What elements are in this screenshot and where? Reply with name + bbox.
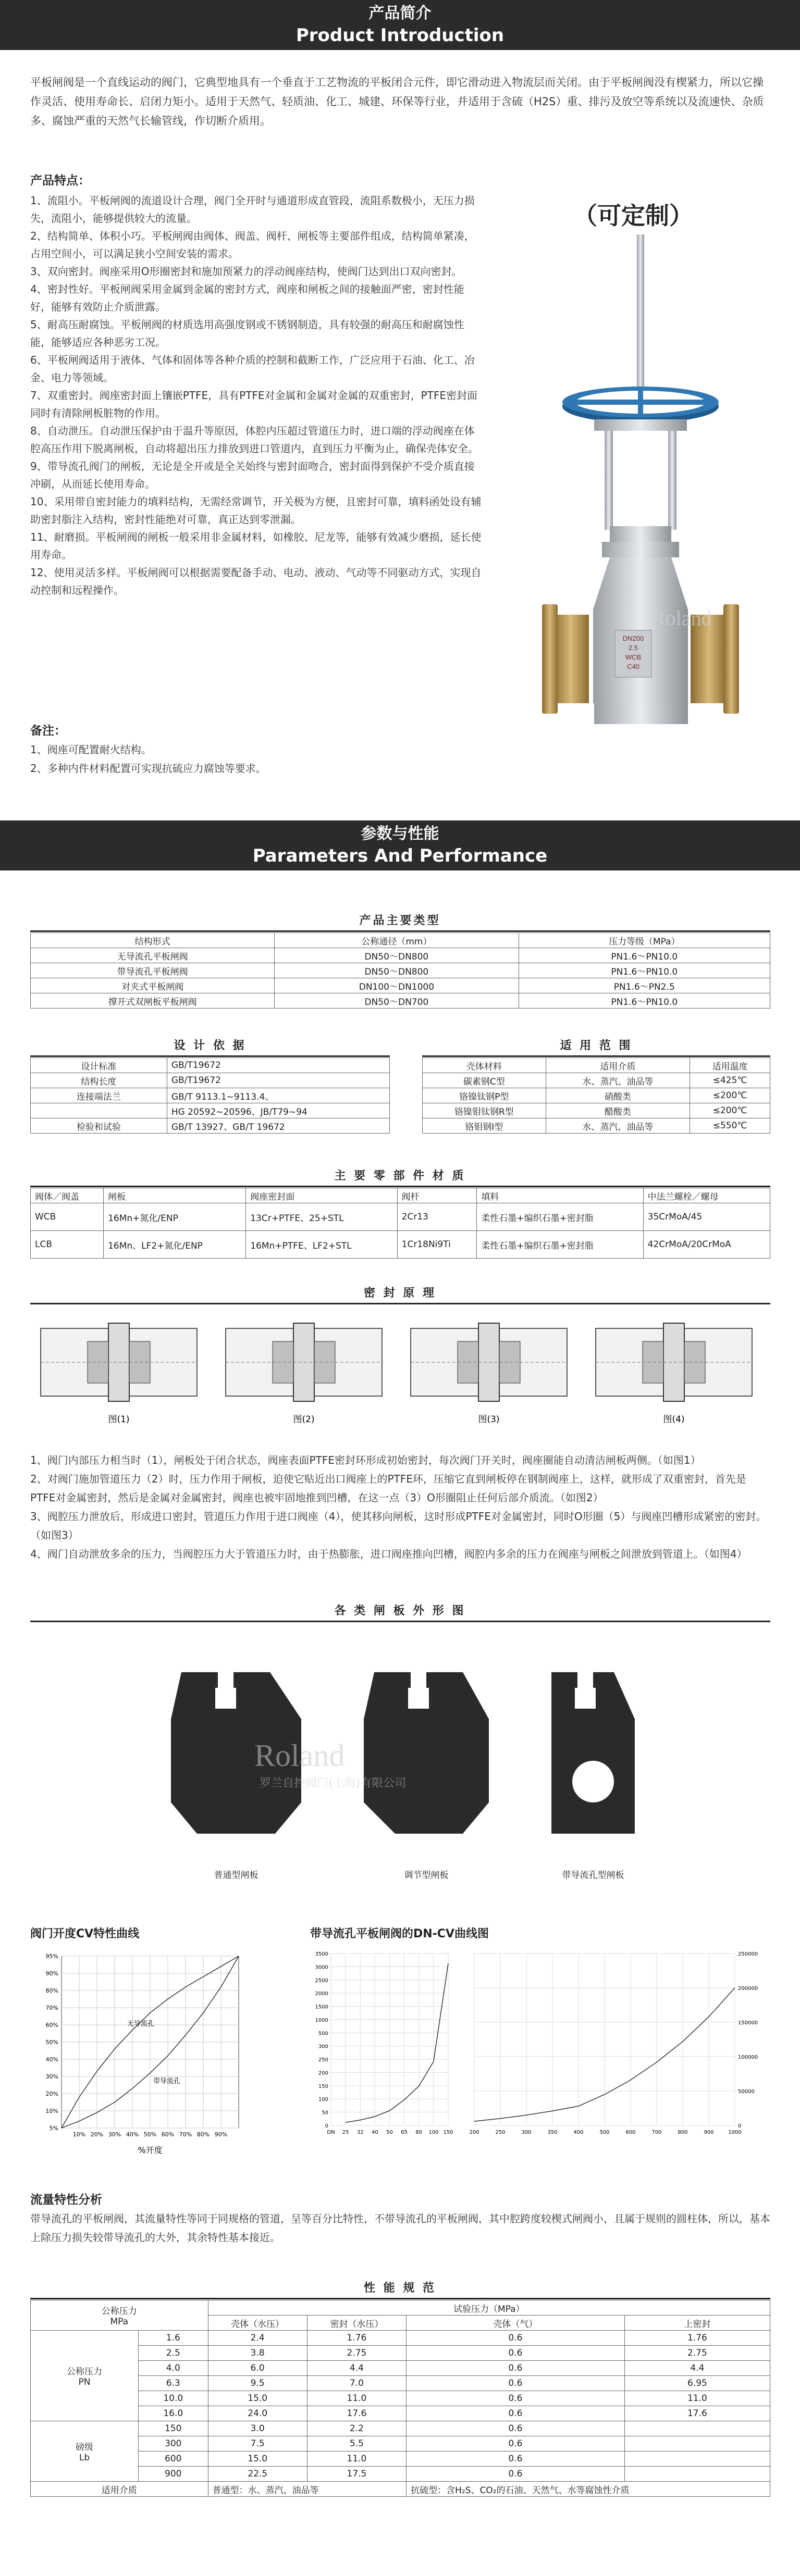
types-cell: 无导流孔平板闸阀 (31, 948, 275, 963)
design-label (31, 1103, 167, 1118)
parts-header: 中法兰螺栓／螺母 (643, 1188, 770, 1203)
cv-y-tick: 50% (45, 2039, 58, 2046)
range-header: 适用温度 (690, 1058, 770, 1073)
perf-row (31, 2331, 770, 2346)
types-row (31, 948, 770, 963)
perf-title: 性 能 规 范 (364, 2282, 436, 2295)
intro-title-en: Product Introduction (296, 25, 504, 46)
dncv-x-tick: 80 (415, 2130, 423, 2135)
dncv-y-tick: 1000 (315, 2017, 328, 2023)
feature-item: 11、耐磨损。平板闸阀的闸板一般采用非金属材料，如橡胶、尼龙等，能够有效减少磨损，延长使用寿命。 (30, 531, 482, 561)
gate-regulating (364, 1672, 489, 1860)
design-row (31, 1088, 390, 1103)
types-cell: DN50～DN800 (275, 948, 519, 963)
intro-header-band (0, 0, 800, 50)
dncv-x-tick: 900 (704, 2130, 714, 2135)
types-cell: 对夹式平板闸阀 (31, 978, 275, 993)
seal-figure (226, 1323, 382, 1425)
feature-item: 8、自动泄压。自动泄压保护由于温升等原因，体腔内压超过管道压力时，进口端的浮动阀座在体腔高压作用下脱离闸板，自动将超出压力排放到进口管道内，直到压力平衡为止，确保壳体安全。 (30, 425, 478, 455)
dncv-y-tick: 250 (318, 2057, 328, 2063)
watermark-logo: Roland (651, 606, 712, 630)
dncv-y-tick: 50000 (738, 2089, 755, 2095)
dncv-y-tick: 0 (738, 2123, 742, 2129)
design-table (30, 1057, 390, 1134)
perf-cell: 0.6 (407, 2451, 625, 2467)
feature-item: 5、耐高压耐腐蚀。平板闸阀的材质选用高强度钢或不锈钢制造，具有较强的耐高压和耐腐蚀性能，能够适应各种恶劣工况。 (30, 318, 464, 349)
perf-lb-group (31, 2421, 139, 2482)
perf-nominal-unit: MPa (110, 2317, 129, 2327)
perf-cell: 9.5 (208, 2376, 307, 2391)
perf-cell: 6.95 (624, 2376, 770, 2391)
perf-cell: 0.6 (407, 2436, 625, 2451)
cv-x-tick: 10% (72, 2131, 86, 2138)
perf-cell: 600 (138, 2451, 208, 2467)
perf-cell: 17.5 (307, 2467, 406, 2482)
cv-x-tick: 50% (143, 2131, 157, 2138)
range-cell: 水、蒸汽、油品等 (546, 1118, 690, 1134)
perf-cell: 0.6 (407, 2406, 625, 2421)
cv-y-tick: 40% (45, 2056, 58, 2063)
cv-x-tick: 60% (161, 2131, 175, 2138)
perf-cell: 6.3 (138, 2376, 208, 2391)
cv-x-label: %开度 (138, 2145, 163, 2155)
design-value: GB/T19672 (167, 1058, 389, 1073)
dncv-y-tick: 200 (318, 2070, 328, 2076)
parts-title: 主 要 零 部 件 材 质 (334, 1169, 466, 1183)
dncv-x-tick: 150 (443, 2130, 453, 2135)
types-header: 公称通径（mm） (275, 933, 519, 948)
perf-lb-unit: Lb (79, 2453, 90, 2463)
perf-cell: 4.4 (624, 2361, 770, 2376)
perf-sub-header: 密封（水压） (307, 2316, 406, 2331)
range-table (422, 1057, 770, 1134)
types-cell: 带导流孔平板闸阀 (31, 963, 275, 978)
dncv-y-tick: 200000 (738, 1986, 758, 1992)
dncv-x-tick: 300 (521, 2130, 532, 2135)
cv-y-tick: 10% (45, 2108, 58, 2114)
perf-row (31, 2451, 770, 2467)
dncv-y-tick: 3000 (315, 1964, 328, 1971)
gate-valve-illustration (532, 234, 750, 766)
dncv-x-tick: 65 (401, 2130, 408, 2135)
perf-cell: 0.6 (407, 2421, 625, 2436)
dncv-y-tick: 300 (318, 2044, 328, 2050)
design-label: 设计标准 (31, 1058, 167, 1073)
perf-medium-label: 适用介质 (31, 2482, 208, 2497)
parts-top-rule (30, 1186, 770, 1187)
perf-cell: 2.75 (307, 2346, 406, 2361)
perf-cell: 24.0 (208, 2406, 307, 2421)
perf-cell: 0.6 (407, 2361, 625, 2376)
parts-cell: 16Mn、LF2+氮化/ENP (104, 1231, 246, 1259)
range-title: 适 用 范 围 (560, 1039, 633, 1052)
range-header: 壳体材料 (423, 1058, 546, 1073)
gate-caption: 普通型闸板 (214, 1870, 259, 1881)
design-value: GB/T 9113.1~9113.4、 (167, 1088, 389, 1103)
range-row (423, 1073, 770, 1088)
body-mark-code: C40 (627, 663, 639, 670)
perf-medium-sulfur: 抗硫型：含H₂S、CO₂的石油、天然气、水等腐蚀性介质 (407, 2482, 770, 2497)
perf-cell: 5.5 (307, 2436, 406, 2451)
params-title-cn: 参数与性能 (361, 825, 439, 843)
gate-shapes (30, 1631, 770, 1860)
perf-cell: 10.0 (138, 2391, 208, 2406)
feature-item: 3、双向密封。阀座采用O形圈密封和施加预紧力的浮动阀座结构，使阀门达到出口双向密封。 (30, 265, 462, 278)
range-cell: 水、蒸汽、油品等 (546, 1073, 690, 1088)
design-row (31, 1118, 390, 1134)
dncv-x-tick: 350 (547, 2130, 558, 2135)
perf-pn-group (31, 2331, 139, 2421)
design-title: 设 计 依 据 (174, 1039, 247, 1052)
design-top-rule (30, 1055, 390, 1057)
perf-cell: 0.6 (407, 2376, 625, 2391)
seal-note: 2、对阀门施加管道压力（2）时，压力作用于闸板，迫使它贴近出口阀座上的PTFE环，压缩它直到闸板停在钢制阀座上，这样，就形成了双重密封，首先是PTFE对金属密封，然后是金属对金属密封，阀座也被牢固地推到凹槽，在这一点（3）O形圈阻止任何后部介质流。（如图2） (30, 1473, 746, 1504)
dncv-x-tick: 25 (342, 2130, 349, 2135)
perf-cell: 1.76 (307, 2331, 406, 2346)
cv-y-tick: 5% (49, 2125, 58, 2132)
body-mark-pn: 2.5 (628, 644, 638, 652)
parts-header: 闸板 (104, 1188, 246, 1203)
perf-cell: 150 (138, 2421, 208, 2436)
feature-item: 12、使用灵活多样。平板闸阀可以根据需要配备手动、电动、液动、气动等不同驱动方式，实现自动控制和远程操作。 (30, 566, 482, 596)
perf-cell: 15.0 (208, 2391, 307, 2406)
parts-cell: 16Mn+PTFE、LF2+STL (246, 1231, 397, 1259)
design-value: GB/T19672 (167, 1073, 389, 1088)
feature-item: 7、双重密封。阀座密封面上镶嵌PTFE，具有PTFE对金属和金属对金属的双重密封，PTFE密封面同时有清除闸板脏物的作用。 (30, 389, 477, 419)
dncv-x-tick: 250 (495, 2130, 506, 2135)
range-cell: 铬钼钢I型 (423, 1118, 546, 1134)
features-list (30, 192, 484, 599)
design-row (31, 1058, 390, 1073)
seal-diagrams (30, 1313, 770, 1438)
feature-item: 2、结构简单、体积小巧。平板闸阀由阀体、阀盖、阀杆、闸板等主要部件组成，结构简单紧凑，占用空间小，可以满足狭小空间安装的需求。 (30, 230, 475, 260)
remark-item: 1、阀座可配置耐火结构。 (30, 743, 152, 756)
cv-x-tick: 40% (126, 2131, 139, 2138)
seal-title: 密 封 原 理 (364, 1287, 436, 1300)
perf-cell: 0.6 (407, 2331, 625, 2346)
range-row (423, 1103, 770, 1118)
custom-label: （可定制） (573, 202, 693, 230)
range-cell: ≤550℃ (690, 1118, 770, 1134)
perf-cell: 4.4 (307, 2361, 406, 2376)
types-header: 结构形式 (31, 933, 275, 948)
cv-x-tick: 90% (214, 2131, 228, 2138)
perf-cell (624, 2467, 770, 2482)
dncv-y-tick: 3500 (315, 1951, 328, 1957)
perf-top-rule (30, 2298, 770, 2299)
types-cell: DN50～DN800 (275, 963, 519, 978)
remarks-title: 备注： (30, 724, 66, 738)
dncv-x-tick: 40 (372, 2130, 378, 2135)
perf-cell: 900 (138, 2467, 208, 2482)
perf-sub-header: 上密封 (624, 2316, 770, 2331)
cv-y-tick: 95% (45, 1953, 58, 1960)
types-cell: 撑开式双闸板平板闸阀 (31, 993, 275, 1009)
cv-y-tick: 20% (45, 2090, 58, 2097)
perf-cell: 0.6 (407, 2346, 625, 2361)
params-header-band (0, 820, 800, 870)
perf-row (31, 2467, 770, 2482)
dncv-x-tick: 600 (625, 2130, 636, 2135)
perf-cell: 11.0 (624, 2391, 770, 2406)
dncv-chart-large (469, 1946, 782, 2154)
dncv-y-tick: 150 (318, 2083, 328, 2089)
parts-cell: 柔性石墨+编织石墨+密封脂 (477, 1231, 643, 1259)
parts-cell: 16Mn+氮化/ENP (104, 1203, 246, 1231)
perf-row (31, 2346, 770, 2361)
types-row (31, 993, 770, 1009)
cv-x-tick: 30% (108, 2131, 121, 2138)
feature-item: 4、密封性好。平板闸阀采用金属到金属的密封方式，阀座和闸板之间的接触面严密，密封性能好，能够有效防止介质泄露。 (30, 283, 464, 313)
design-label: 检验和试验 (31, 1118, 167, 1134)
types-cell: PN1.6～PN10.0 (519, 963, 770, 978)
feature-item: 9、带导流孔阀门的闸板，无论是全开或是全关始终与密封面吻合，密封面得到保护不受介质直接冲刷，从而延长使用寿命。 (30, 460, 475, 490)
parts-header: 阀杆 (397, 1188, 477, 1203)
perf-sub-header: 壳体（气） (407, 2316, 625, 2331)
seal-figure (41, 1323, 197, 1425)
range-cell: ≤425℃ (690, 1073, 770, 1088)
dncv-y-tick: 150000 (738, 2020, 758, 2026)
perf-table (30, 2300, 770, 2497)
dncv-y-tick: 1500 (315, 2004, 328, 2010)
gate-top-rule (30, 1621, 770, 1622)
perf-lb-label: 磅级 (75, 2442, 93, 2453)
design-value: HG 20592~20596、JB/T79~94 (167, 1103, 389, 1118)
perf-cell: 16.0 (138, 2406, 208, 2421)
feature-item: 1、流阻小。平板闸阀的流道设计合理，阀门全开时与通道形成直管段，流阻系数极小，无压力损失，流阻小，能够提供较大的流量。 (30, 194, 475, 225)
parts-cell: 42CrMoA/20CrMoA (643, 1231, 770, 1259)
dncv-x-tick: 700 (651, 2130, 662, 2135)
intro-title-cn: 产品简介 (368, 4, 432, 22)
types-cell: PN1.6～PN2.5 (519, 978, 770, 993)
types-row (31, 978, 770, 993)
cv-x-tick: 80% (196, 2131, 210, 2138)
perf-cell: 1.6 (138, 2331, 208, 2346)
perf-row (31, 2361, 770, 2376)
perf-cell: 2.5 (138, 2346, 208, 2361)
dncv-y-tick: 0 (325, 2123, 328, 2129)
cv-chart-title: 阀门开度CV特性曲线 (30, 1927, 140, 1940)
types-row (31, 963, 770, 978)
range-cell: 硝酸类 (546, 1088, 690, 1103)
params-title-en: Parameters And Performance (252, 845, 548, 866)
perf-cell: 0.6 (407, 2391, 625, 2406)
types-cell: PN1.6～PN10.0 (519, 948, 770, 963)
perf-cell: 17.6 (307, 2406, 406, 2421)
parts-row (31, 1231, 770, 1259)
types-cell: DN100～DN1000 (275, 978, 519, 993)
seal-figure-label: 图(2) (293, 1414, 315, 1425)
range-row (423, 1118, 770, 1134)
perf-cell: 2.4 (208, 2331, 307, 2346)
intro-paragraph: 平板闸阀是一个直线运动的阀门，它典型地具有一个垂直于工艺物流的平板闭合元件，即它滑动进入物流层而关闭。由于平板闸阀没有楔紧力，所以它操作灵活、使用寿命长、启闭力矩小。适用于天然气、轻质油、化工、城建、环保等行业，并适用于含硫（H2S）重、排污及放空等系统以及流速快、杂质多、腐蚀严重的天然气长输管线，作切断介质用。 (30, 76, 764, 127)
parts-cell: 13Cr+PTFE、25+STL (246, 1203, 397, 1231)
dncv-x-tick: 500 (599, 2130, 610, 2135)
design-value: GB/T 13927、GB/T 19672 (167, 1118, 389, 1134)
dncv-y-tick: 2000 (315, 1991, 328, 1997)
perf-cell (624, 2451, 770, 2467)
perf-cell: 4.0 (138, 2361, 208, 2376)
cv-y-tick: 80% (45, 1987, 58, 1994)
parts-row (31, 1203, 770, 1231)
gate-caption: 带导流孔型闸板 (562, 1870, 624, 1881)
cv-x-tick: 20% (90, 2131, 104, 2138)
cv-x-tick: 70% (179, 2131, 192, 2138)
range-cell: 醋酸类 (546, 1103, 690, 1118)
parts-cell: 柔性石墨+编织石墨+密封脂 (477, 1203, 643, 1231)
perf-cell: 300 (138, 2436, 208, 2451)
range-cell: ≤200℃ (690, 1103, 770, 1118)
dncv-x-tick: 32 (356, 2130, 364, 2135)
perf-cell: 11.0 (307, 2451, 406, 2467)
parts-header: 阀体／阀盖 (31, 1188, 104, 1203)
range-header: 适用介质 (546, 1058, 690, 1073)
cv-y-tick: 60% (45, 2022, 58, 2029)
perf-cell: 0.6 (407, 2467, 625, 2482)
dncv-y-tick: 100000 (738, 2055, 758, 2060)
perf-cell (624, 2436, 770, 2451)
design-row (31, 1103, 390, 1118)
design-label: 连接端法兰 (31, 1088, 167, 1103)
perf-row (31, 2421, 770, 2436)
gate-watermark-sub: 罗兰自控阀门(上海)有限公司 (260, 1777, 407, 1790)
gate-with-port (551, 1672, 635, 1834)
cv-series-label: 带导流孔 (153, 2077, 181, 2086)
types-cell: DN50～DN700 (275, 993, 519, 1009)
perf-medium-normal: 普通型：水、蒸汽、油品等 (208, 2482, 407, 2497)
range-cell: ≤200℃ (690, 1088, 770, 1103)
dncv-y-tick: 2500 (315, 1977, 328, 1984)
dncv-y-tick: 500 (318, 2031, 328, 2037)
range-cell: 碳素钢C型 (423, 1073, 546, 1088)
perf-nominal-label: 公称压力 (101, 2306, 137, 2317)
parts-cell: 1Cr18Ni9Ti (397, 1231, 477, 1259)
types-table (30, 932, 770, 1009)
seal-figure-label: 图(4) (663, 1414, 685, 1425)
cv-y-tick: 90% (45, 1970, 58, 1977)
dncv-x-tick: 1000 (728, 2130, 742, 2135)
perf-cell: 22.5 (208, 2467, 307, 2482)
cv-series-label: 无导流孔 (127, 2020, 155, 2028)
feature-item: 10、采用带自密封能力的填料结构，无需经常调节，开关极为方便，且密封可靠，填料函处设有辅助密封脂注入结构，密封性能绝对可靠，真正达到零泄漏。 (30, 495, 482, 526)
dncv-x-tick: 200 (469, 2130, 479, 2135)
seal-figure (411, 1323, 567, 1425)
dncv-chart-small (302, 1946, 459, 2154)
range-top-rule (422, 1055, 770, 1057)
types-cell: PN1.6～PN10.0 (519, 993, 770, 1009)
parts-header: 阀座密封面 (246, 1188, 397, 1203)
perf-pn-label: 公称压力 (66, 2367, 102, 2377)
flow-title: 流量特性分析 (30, 2193, 102, 2207)
parts-header: 填料 (477, 1188, 643, 1203)
dncv-chart-title: 带导流孔平板闸阀的DN-CV曲线图 (310, 1927, 489, 1940)
perf-test-header: 试验压力（MPa） (208, 2300, 770, 2316)
dncv-y-tick: 250000 (738, 1951, 758, 1957)
parts-cell: 35CrMoA/45 (643, 1203, 770, 1231)
parts-cell: 2Cr13 (397, 1203, 477, 1231)
perf-cell: 2.75 (624, 2346, 770, 2361)
dncv-x-tick: 50 (386, 2130, 393, 2135)
design-row (31, 1073, 390, 1088)
seal-note: 1、阀门内部压力相当时（1），闸板处于闭合状态，阀座表面PTFE密封环形成初始密封，每次阀门开关时，阀座圈能自动清洁闸板两侧。（如图1） (30, 1454, 701, 1466)
perf-cell: 1.76 (624, 2331, 770, 2346)
perf-nominal-header (31, 2300, 208, 2331)
perf-cell: 6.0 (208, 2361, 307, 2376)
gate-title: 各 类 闸 板 外 形 图 (334, 1604, 466, 1617)
range-row (423, 1088, 770, 1103)
cv-y-tick: 30% (45, 2073, 58, 2080)
perf-row (31, 2376, 770, 2391)
feature-item: 6、平板闸阀适用于液体、气体和固体等各种介质的控制和截断工作，广泛应用于石油、化工、冶金、电力等领域。 (30, 354, 475, 384)
body-mark-material: WCB (625, 653, 642, 661)
remarks-block (30, 721, 770, 778)
range-cell: 铬镍钼钛钢R型 (423, 1103, 546, 1118)
perf-row (31, 2391, 770, 2406)
flow-block (30, 2191, 770, 2247)
dncv-y-tick: 50 (322, 2110, 328, 2116)
features-title: 产品特点： (30, 174, 90, 188)
dncv-x-tick: DN (327, 2130, 335, 2135)
gate-caption: 调节型闸板 (404, 1870, 449, 1881)
flow-text: 带导流孔的平板闸阀，其流量特性等同于同规格的管道，呈等百分比特性，不带导流孔的平板闸阀，其中腔跨度较楔式闸阀小，且属于规则的圆柱体，所以，基本上除压力损失较带导流孔的大外，其余特性基本接近。 (30, 2212, 770, 2244)
seal-top-rule (30, 1303, 770, 1304)
types-title: 产品主要类型 (359, 914, 441, 927)
perf-cell: 2.2 (307, 2421, 406, 2436)
parts-table (30, 1188, 770, 1259)
range-cell: 铬镍钛钢P型 (423, 1088, 546, 1103)
perf-cell: 3.8 (208, 2346, 307, 2361)
dncv-x-tick: 800 (678, 2130, 688, 2135)
dncv-x-tick: 400 (573, 2130, 584, 2135)
perf-row (31, 2436, 770, 2451)
perf-pn-unit: PN (78, 2377, 91, 2387)
seal-notes (30, 1451, 770, 1563)
seal-note: 4、阀门自动泄放多余的压力，当阀腔压力大于管道压力时，由于热膨胀，进口阀座推向凹槽，阀腔内多余的压力在阀座与闸板之间泄放到管道上。（如图4） (30, 1548, 747, 1560)
perf-cell (624, 2421, 770, 2436)
design-label: 结构长度 (31, 1073, 167, 1088)
perf-cell: 17.6 (624, 2406, 770, 2421)
cv-y-tick: 70% (45, 2005, 58, 2011)
perf-sub-header: 壳体（水压） (208, 2316, 307, 2331)
perf-cell: 15.0 (208, 2451, 307, 2467)
perf-cell: 7.5 (208, 2436, 307, 2451)
perf-cell: 7.0 (307, 2376, 406, 2391)
body-mark-dn: DN200 (622, 634, 644, 642)
cv-chart (30, 1946, 260, 2164)
seal-note: 3、阀腔压力泄放后，形成进口密封，管道压力作用于进口阀座（4），使其移向闸板，这时形成PTFE对金属密封，同时O形圈（5）与阀座凹槽形成紧密的密封。（如图3） (30, 1510, 767, 1541)
gate-watermark: Roland (254, 1738, 345, 1773)
perf-cell: 3.0 (208, 2421, 307, 2436)
features-block (30, 172, 484, 599)
seal-figure-label: 图(3) (478, 1414, 500, 1425)
types-top-rule (30, 930, 770, 932)
dncv-y-tick: 100 (318, 2097, 328, 2103)
types-header: 压力等级（MPa） (519, 933, 770, 948)
perf-row (31, 2406, 770, 2421)
parts-cell: WCB (31, 1203, 104, 1231)
parts-cell: LCB (31, 1231, 104, 1259)
seal-figure (596, 1323, 752, 1425)
seal-figure-label: 图(1) (108, 1414, 130, 1425)
remark-item: 2、多种内件材料配置可实现抗硫应力腐蚀等要求。 (30, 762, 266, 775)
perf-cell: 11.0 (307, 2391, 406, 2406)
dncv-x-tick: 100 (428, 2130, 439, 2135)
